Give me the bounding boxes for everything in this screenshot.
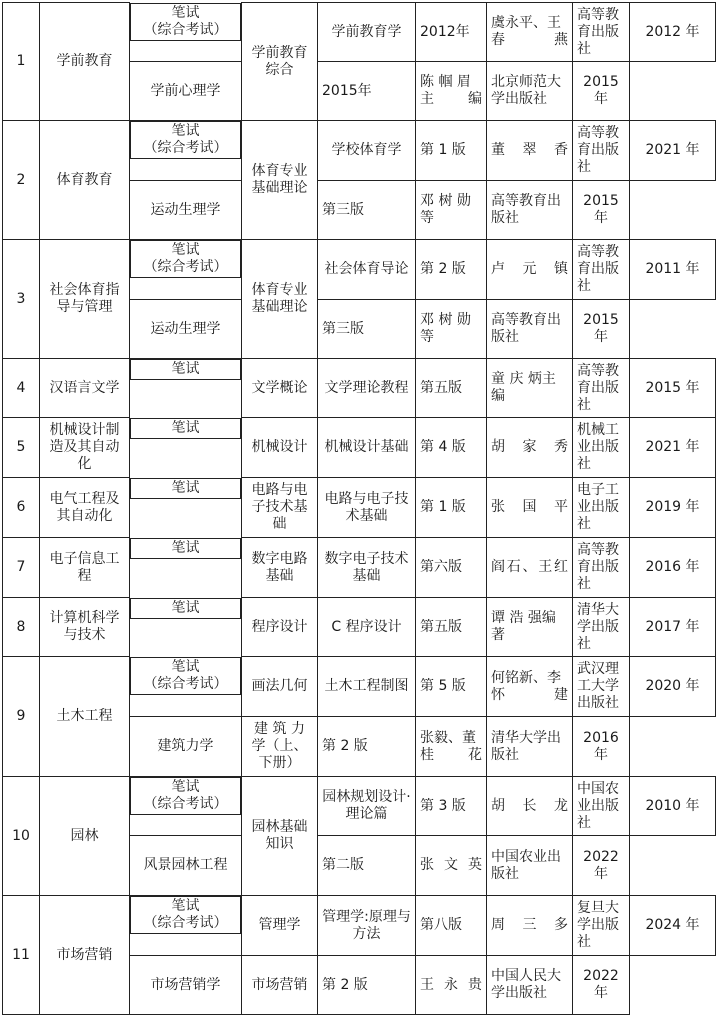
- publish-year: 2011 年: [630, 240, 716, 300]
- publish-year: 2022 年: [573, 956, 630, 1015]
- exam-format: 笔试 （综合考试）: [130, 121, 241, 159]
- book-publisher: 高等教育出版社: [487, 300, 573, 359]
- table-row: [3, 598, 716, 657]
- row-number: 7: [3, 538, 40, 598]
- subject-name: 文学概论: [242, 359, 318, 418]
- exam-format: 笔试 （综合考试）: [130, 777, 241, 815]
- book-publisher: 中国农业出版社: [573, 777, 630, 836]
- major-name: 汉语言文学: [40, 359, 130, 418]
- subject-name: 机械设计: [242, 418, 318, 478]
- publish-year: 2010 年: [630, 777, 716, 836]
- book-publisher: 复旦大学出版社: [573, 896, 630, 956]
- exam-format: 笔试: [130, 538, 241, 559]
- book-edition: 第 5 版: [416, 657, 487, 717]
- book-publisher: 机械工业出版社: [573, 418, 630, 478]
- book-publisher: 高等教育出版社: [487, 181, 573, 240]
- exam-reference-table: [2, 2, 716, 1015]
- book-title: 风景园林工程: [130, 836, 242, 896]
- publish-year: 2022 年: [573, 836, 630, 896]
- book-author: 卢元镇: [487, 240, 573, 300]
- book-author: 张文英: [416, 836, 487, 896]
- exam-format: 笔试 （综合考试）: [130, 896, 241, 934]
- subject-name: 体育专业基础理论: [242, 121, 318, 240]
- book-author: 邓 树 勋等: [416, 300, 487, 359]
- book-edition: 2015年: [318, 62, 416, 121]
- subject-name: 电路与电子技术基础: [242, 478, 318, 538]
- book-publisher: 北京师范大学出版社: [487, 62, 573, 121]
- book-edition: 第二版: [318, 836, 416, 896]
- row-number: 4: [3, 359, 40, 418]
- exam-format: 笔试: [130, 418, 241, 439]
- book-title: 运动生理学: [130, 181, 242, 240]
- row-number: 1: [3, 3, 40, 121]
- publish-year: 2017 年: [630, 598, 716, 657]
- major-name: 电气工程及其自动化: [40, 478, 130, 538]
- book-title: 运动生理学: [130, 300, 242, 359]
- subject-name: 建筑力学: [130, 717, 242, 777]
- table-row: [3, 777, 716, 836]
- table-body: [3, 3, 716, 1015]
- book-author: 童 庆 炳主编: [487, 359, 573, 418]
- row-number: 3: [3, 240, 40, 359]
- publish-year: 2016 年: [630, 538, 716, 598]
- row-number: 6: [3, 478, 40, 538]
- publish-year: 2024 年: [630, 896, 716, 956]
- book-publisher: 高等教育出版社: [573, 359, 630, 418]
- publish-year: 2015 年: [573, 181, 630, 240]
- publish-year: 2019 年: [630, 478, 716, 538]
- row-number: 11: [3, 896, 40, 1015]
- major-name: 电子信息工程: [40, 538, 130, 598]
- major-name: 社会体育指导与管理: [40, 240, 130, 359]
- book-publisher: 清华大学出版社: [573, 598, 630, 657]
- row-number: 9: [3, 657, 40, 777]
- publish-year: 2015 年: [573, 300, 630, 359]
- book-title: 市场营销: [242, 956, 318, 1015]
- book-author: 虞永平、王春燕: [487, 3, 573, 62]
- table-row: [3, 240, 716, 300]
- publish-year: 2012 年: [630, 3, 716, 62]
- book-edition: 第 3 版: [416, 777, 487, 836]
- book-edition: 第 2 版: [318, 956, 416, 1015]
- major-name: 体育教育: [40, 121, 130, 240]
- row-number: 2: [3, 121, 40, 240]
- book-edition: 2012年: [416, 3, 487, 62]
- table-row: [3, 657, 716, 717]
- book-title: C 程序设计: [318, 598, 416, 657]
- book-edition: 第 1 版: [416, 121, 487, 181]
- table-row: [3, 3, 716, 62]
- row-number: 5: [3, 418, 40, 478]
- book-author: 何铭新、李怀建: [487, 657, 573, 717]
- row-number: 8: [3, 598, 40, 657]
- book-edition: 第三版: [318, 181, 416, 240]
- major-name: 土木工程: [40, 657, 130, 777]
- book-title: 电路与电子技术基础: [318, 478, 416, 538]
- exam-format: 笔试 （综合考试）: [130, 3, 241, 41]
- book-edition: 第八版: [416, 896, 487, 956]
- exam-format: 笔试: [130, 478, 241, 499]
- book-author: 胡长龙: [487, 777, 573, 836]
- book-edition: 第五版: [416, 598, 487, 657]
- subject-name: 园林基础知识: [242, 777, 318, 896]
- book-publisher: 高等教育出版社: [573, 240, 630, 300]
- book-author: 邓 树 勋等: [416, 181, 487, 240]
- table-row: [3, 478, 716, 538]
- table-row: [3, 359, 716, 418]
- subject-name: 市场营销学: [130, 956, 242, 1015]
- table-row: [3, 418, 716, 478]
- major-name: 市场营销: [40, 896, 130, 1015]
- table-row: [3, 896, 716, 956]
- book-author: 张国平: [487, 478, 573, 538]
- exam-format: 笔试: [130, 359, 241, 380]
- table-row: [3, 538, 716, 598]
- book-edition: 第六版: [416, 538, 487, 598]
- exam-format: 笔试 （综合考试）: [130, 240, 241, 278]
- book-title: 文学理论教程: [318, 359, 416, 418]
- exam-format: 笔试: [130, 598, 241, 619]
- book-title: 数字电子技术基础: [318, 538, 416, 598]
- book-edition: 第三版: [318, 300, 416, 359]
- book-edition: 第 1 版: [416, 478, 487, 538]
- subject-name: 学前教育综合: [242, 3, 318, 121]
- publish-year: 2016 年: [573, 717, 630, 777]
- book-publisher: 武汉理工大学出版社: [573, 657, 630, 717]
- table-row: [3, 121, 716, 181]
- book-publisher: 清华大学出版社: [487, 717, 573, 777]
- book-author: 阎石、王红: [487, 538, 573, 598]
- publish-year: 2021 年: [630, 418, 716, 478]
- book-edition: 第 4 版: [416, 418, 487, 478]
- book-publisher: 高等教育出版社: [573, 3, 630, 62]
- row-number: 10: [3, 777, 40, 896]
- book-author: 陈 帼 眉主编: [416, 62, 487, 121]
- book-title: 建 筑 力 学（上、下册）: [242, 717, 318, 777]
- subject-name: 画法几何: [242, 657, 318, 717]
- book-title: 学前心理学: [130, 62, 242, 121]
- book-author: 胡家秀: [487, 418, 573, 478]
- book-author: 董翠香: [487, 121, 573, 181]
- publish-year: 2015 年: [630, 359, 716, 418]
- exam-format: 笔试 （综合考试）: [130, 657, 241, 695]
- book-publisher: 电子工业出版社: [573, 478, 630, 538]
- major-name: 机械设计制造及其自动化: [40, 418, 130, 478]
- book-publisher: 中国农业出版社: [487, 836, 573, 896]
- book-author: 周三多: [487, 896, 573, 956]
- book-publisher: 高等教育出版社: [573, 538, 630, 598]
- book-author: 王永贵: [416, 956, 487, 1015]
- book-author: 张毅、董桂花: [416, 717, 487, 777]
- book-title: 园林规划设计·理论篇: [318, 777, 416, 836]
- book-title: 机械设计基础: [318, 418, 416, 478]
- subject-name: 体育专业基础理论: [242, 240, 318, 359]
- major-name: 学前教育: [40, 3, 130, 121]
- publish-year: 2015 年: [573, 62, 630, 121]
- subject-name: 管理学: [242, 896, 318, 956]
- book-title: 学校体育学: [318, 121, 416, 181]
- book-author: 谭 浩 强编著: [487, 598, 573, 657]
- book-title: 土木工程制图: [318, 657, 416, 717]
- major-name: 计算机科学与技术: [40, 598, 130, 657]
- major-name: 园林: [40, 777, 130, 896]
- subject-name: 数字电路基础: [242, 538, 318, 598]
- book-title: 管理学:原理与方法: [318, 896, 416, 956]
- publish-year: 2021 年: [630, 121, 716, 181]
- book-title: 社会体育导论: [318, 240, 416, 300]
- publish-year: 2020 年: [630, 657, 716, 717]
- book-publisher: 高等教育出版社: [573, 121, 630, 181]
- subject-name: 程序设计: [242, 598, 318, 657]
- book-edition: 第 2 版: [318, 717, 416, 777]
- book-edition: 第 2 版: [416, 240, 487, 300]
- book-title: 学前教育学: [318, 3, 416, 62]
- book-publisher: 中国人民大学出版社: [487, 956, 573, 1015]
- book-edition: 第五版: [416, 359, 487, 418]
